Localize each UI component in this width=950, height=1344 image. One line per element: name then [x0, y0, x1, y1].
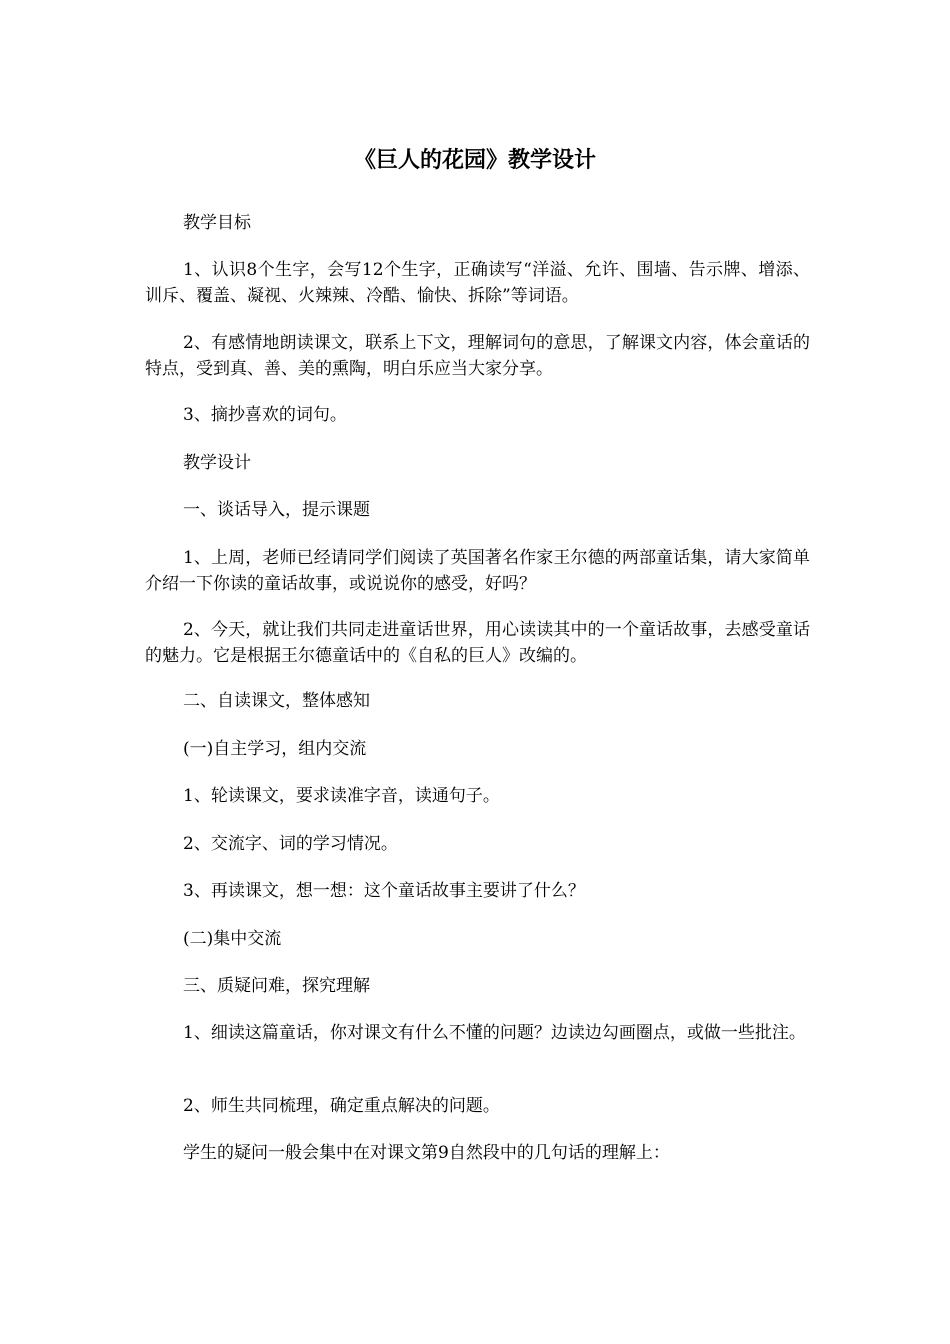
paragraph-section-2-heading: 二、自读课文，整体感知 [183, 691, 370, 711]
paragraph-subsection-1-item-1: 1、轮读课文，要求读准字音，读通句子。 [183, 786, 500, 806]
paragraph-goal-2: 2、有感情地朗读课文，联系上下文，理解词句的意思，了解课文内容，体会童话的特点，受到真、善、美的熏陶，明白乐应当大家分享。 [145, 333, 810, 379]
paragraph-section-3-item-2: 2、师生共同梳理，确定重点解决的问题。 [183, 1096, 500, 1116]
paragraph-section-1-heading: 一、谈话导入，提示课题 [183, 500, 370, 520]
paragraph-goal-1: 1、认识8个生字，会写12个生字，正确读写“洋溢、允许、围墙、告示牌、增添、训斥、覆盖、凝视、火辣辣、冷酷、愉快、拆除”等词语。 [145, 260, 810, 306]
paragraph-subsection-2-heading: (二)集中交流 [183, 929, 282, 949]
document-title: 《巨人的花园》教学设计 [353, 147, 596, 173]
paragraph-subsection-1-heading: (一)自主学习，组内交流 [183, 739, 367, 759]
paragraph-student-questions: 学生的疑问一般会集中在对课文第9自然段中的几句话的理解上： [183, 1143, 670, 1163]
paragraph-subsection-1-item-3: 3、再读课文，想一想：这个童话故事主要讲了什么？ [183, 881, 585, 901]
paragraph-subsection-1-item-2: 2、交流字、词的学习情况。 [183, 834, 398, 854]
paragraph-section-3-heading: 三、质疑问难，探究理解 [183, 976, 370, 996]
paragraph-teaching-design-heading: 教学设计 [183, 453, 251, 473]
paragraph-section-1-item-1: 1、上周，老师已经请同学们阅读了英国著名作家王尔德的两部童话集，请大家简单介绍一下你读的童话故事，或说说你的感受，好吗？ [145, 548, 810, 594]
paragraph-goal-3: 3、摘抄喜欢的词句。 [183, 405, 347, 425]
paragraph-section-1-item-2: 2、今天，就让我们共同走进童话世界，用心读读其中的一个童话故事，去感受童话的魅力。它是根据王尔德童话中的《自私的巨人》改编的。 [145, 620, 810, 666]
paragraph-section-3-item-1: 1、细读这篇童话，你对课文有什么不懂的问题？边读边勾画圈点，或做一些批注。 [183, 1023, 806, 1043]
paragraph-teaching-goals-heading: 教学目标 [183, 213, 251, 233]
